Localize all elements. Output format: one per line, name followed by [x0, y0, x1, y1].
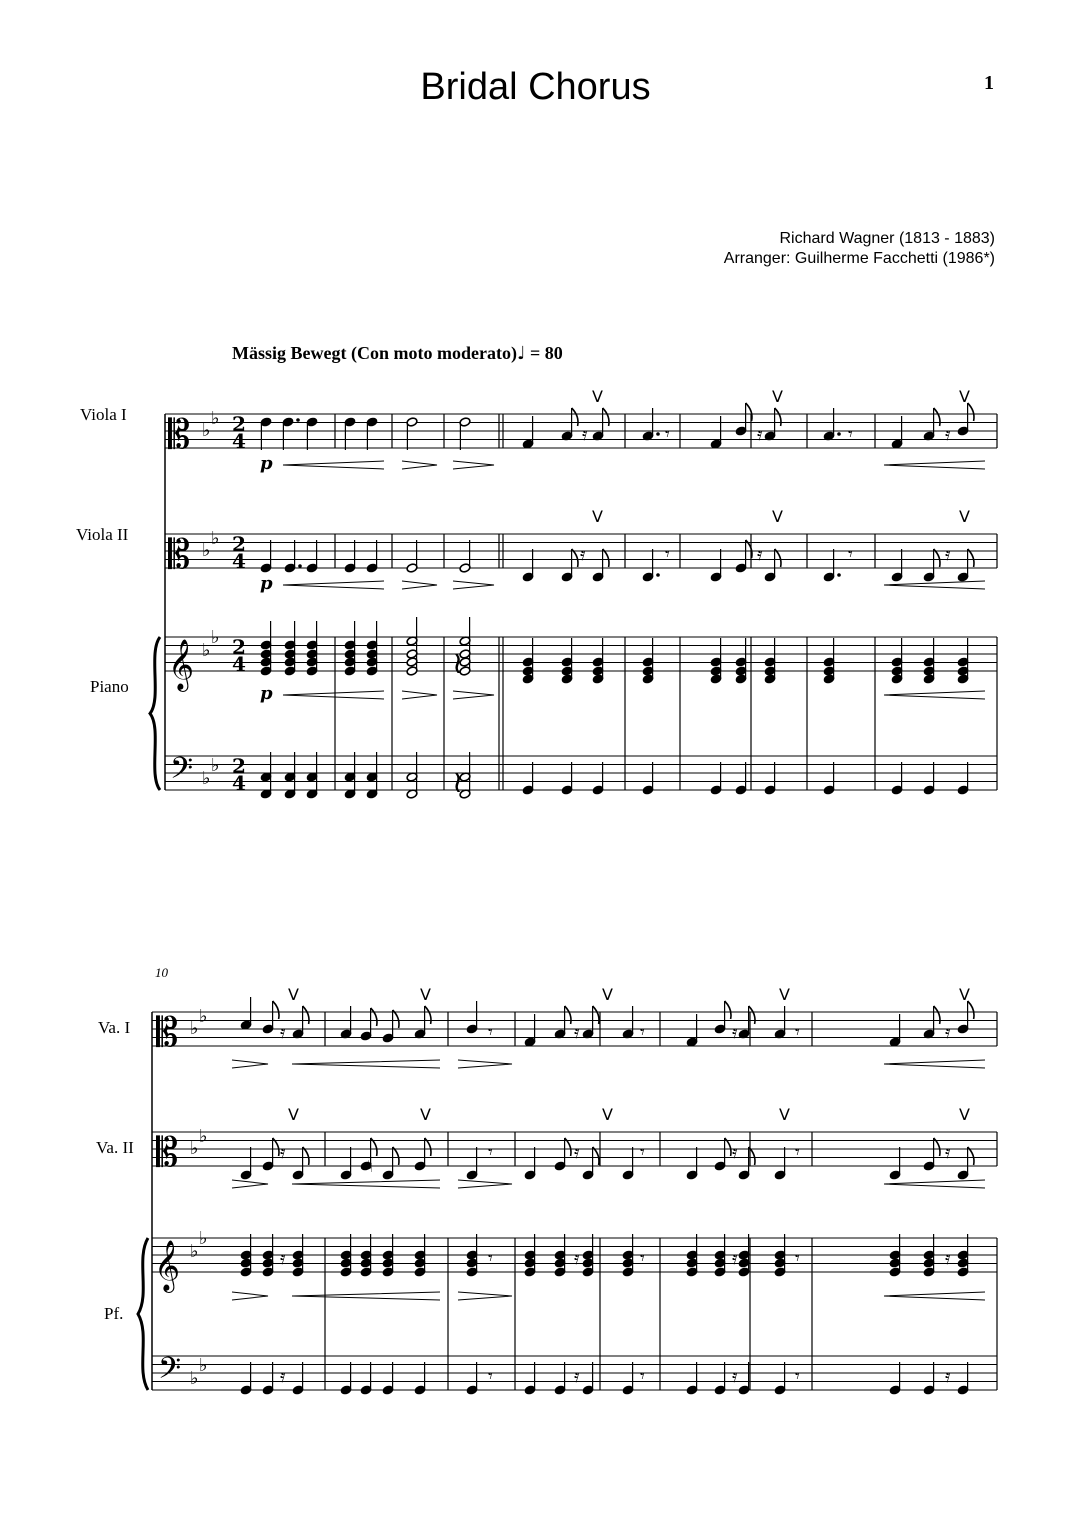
sixteenth-rest: 𝄿 — [732, 1366, 738, 1387]
eighth-rest: 𝄾 — [488, 1248, 493, 1269]
note-flag — [934, 549, 940, 567]
decrescendo-hairpin — [458, 1292, 512, 1300]
decrescendo-hairpin — [458, 1060, 512, 1068]
augmentation-dot — [837, 573, 841, 577]
note-flag — [775, 549, 781, 567]
flat-icon: ♭ — [190, 1241, 199, 1262]
sixteenth-rest: 𝄿 — [580, 544, 586, 565]
treble-clef-icon: 𝄞 — [154, 1240, 181, 1291]
flat-icon: ♭ — [190, 1018, 199, 1039]
crescendo-hairpin — [283, 581, 384, 589]
eighth-rest: 𝄾 — [848, 424, 853, 445]
sixteenth-rest: 𝄿 — [280, 1022, 286, 1043]
up-bow-icon: V — [779, 985, 790, 1004]
eighth-rest: 𝄾 — [488, 1022, 493, 1043]
note-flag — [968, 549, 974, 567]
augmentation-dot — [656, 573, 660, 577]
flat-icon: ♭ — [199, 1355, 208, 1376]
instrument-label-piano-short: Pf. — [104, 1304, 124, 1323]
note-flag — [593, 1006, 599, 1024]
eighth-rest: 𝄾 — [795, 1142, 800, 1163]
decrescendo-hairpin — [402, 691, 437, 699]
sixteenth-rest: 𝄿 — [582, 424, 588, 445]
note-flag — [572, 408, 578, 426]
note-flag — [393, 1010, 399, 1028]
flat-icon: ♭ — [199, 1126, 208, 1147]
up-bow-icon: V — [772, 507, 783, 526]
note-flag — [593, 1147, 599, 1165]
sixteenth-rest: 𝄿 — [574, 1142, 580, 1163]
flat-icon: ♭ — [202, 540, 211, 561]
instrument-label-viola1-short: Va. I — [98, 1018, 131, 1037]
up-bow-icon: V — [959, 985, 970, 1004]
dynamic-marking: p — [260, 453, 273, 474]
augmentation-dot — [837, 432, 841, 436]
decrescendo-hairpin — [453, 461, 494, 469]
note-flag — [393, 1147, 399, 1165]
note-flag — [303, 1147, 309, 1165]
sixteenth-rest: 𝄿 — [280, 1248, 286, 1269]
sixteenth-rest: 𝄿 — [757, 544, 763, 565]
time-signature-lower: 4 — [232, 429, 246, 453]
flat-icon: ♭ — [190, 1368, 199, 1389]
flat-icon: ♭ — [190, 1138, 199, 1159]
decrescendo-hairpin — [232, 1180, 268, 1188]
note-flag — [934, 1006, 940, 1024]
note-flag — [603, 408, 609, 426]
augmentation-dot — [298, 564, 302, 568]
flat-icon: ♭ — [211, 528, 220, 549]
sixteenth-rest: 𝄿 — [945, 1248, 951, 1269]
composer-credit: Richard Wagner (1813 - 1883) — [779, 230, 995, 247]
sixteenth-rest: 𝄿 — [574, 1248, 580, 1269]
sixteenth-rest: 𝄿 — [945, 544, 951, 565]
treble-clef-icon: 𝄞 — [168, 639, 195, 690]
arpeggio-mark: ≀ — [452, 765, 464, 800]
crescendo-hairpin — [283, 461, 384, 469]
decrescendo-hairpin — [232, 1292, 268, 1300]
flat-icon: ♭ — [202, 768, 211, 789]
up-bow-icon: V — [420, 985, 431, 1004]
up-bow-icon: V — [959, 507, 970, 526]
crescendo-hairpin — [884, 1180, 985, 1188]
eighth-rest: 𝄾 — [795, 1022, 800, 1043]
up-bow-icon: V — [288, 1105, 299, 1124]
note-flag — [725, 1001, 731, 1019]
up-bow-icon: V — [772, 387, 783, 406]
flat-icon: ♭ — [199, 1228, 208, 1249]
decrescendo-hairpin — [453, 691, 494, 699]
alto-clef-icon: 𝄡 — [156, 1010, 179, 1056]
piano-brace — [150, 637, 160, 790]
tempo-text: Mässig Bewegt (Con moto moderato) — [232, 343, 517, 363]
up-bow-icon: V — [959, 387, 970, 406]
bass-clef-icon: 𝄢 — [170, 752, 194, 793]
flat-icon: ♭ — [211, 755, 220, 776]
note-flag — [603, 549, 609, 567]
sixteenth-rest: 𝄿 — [732, 1022, 738, 1043]
crescendo-hairpin — [292, 1060, 440, 1068]
quarter-note-icon: ♩ — [516, 343, 526, 364]
eighth-rest: 𝄾 — [665, 544, 670, 565]
sixteenth-rest: 𝄿 — [945, 424, 951, 445]
bass-clef-icon: 𝄢 — [158, 1352, 182, 1393]
note-flag — [775, 408, 781, 426]
crescendo-hairpin — [884, 461, 985, 469]
crescendo-hairpin — [884, 1292, 985, 1300]
decrescendo-hairpin — [402, 581, 437, 589]
crescendo-hairpin — [292, 1180, 440, 1188]
up-bow-icon: V — [592, 387, 603, 406]
note-flag — [934, 408, 940, 426]
sixteenth-rest: 𝄿 — [945, 1022, 951, 1043]
decrescendo-hairpin — [232, 1060, 268, 1068]
decrescendo-hairpin — [453, 581, 494, 589]
note-flag — [273, 1001, 279, 1019]
flat-icon: ♭ — [199, 1006, 208, 1027]
instrument-label-viola2-short: Va. II — [96, 1138, 134, 1157]
dynamic-marking: p — [260, 683, 273, 704]
alto-clef-icon: 𝄡 — [168, 532, 191, 578]
note-flag — [425, 1006, 431, 1024]
up-bow-icon: V — [288, 985, 299, 1004]
decrescendo-hairpin — [402, 461, 437, 469]
flat-icon: ♭ — [202, 420, 211, 441]
dynamic-marking: p — [260, 573, 273, 594]
sixteenth-rest: 𝄿 — [757, 424, 763, 445]
sixteenth-rest: 𝄿 — [280, 1142, 286, 1163]
note-flag — [371, 1008, 377, 1026]
up-bow-icon: V — [592, 507, 603, 526]
crescendo-hairpin — [884, 1060, 985, 1068]
eighth-rest: 𝄾 — [848, 544, 853, 565]
time-signature-upper: 2 — [232, 635, 246, 659]
crescendo-hairpin — [292, 1292, 440, 1300]
arranger-credit: Arranger: Guilherme Facchetti (1986*) — [723, 250, 995, 267]
sixteenth-rest: 𝄿 — [574, 1366, 580, 1387]
arpeggio-mark: ≀ — [452, 646, 464, 681]
eighth-rest: 𝄾 — [640, 1022, 645, 1043]
eighth-rest: 𝄾 — [665, 424, 670, 445]
flat-icon: ♭ — [202, 640, 211, 661]
natural-icon: ♮ — [367, 1157, 373, 1176]
up-bow-icon: V — [420, 1105, 431, 1124]
sixteenth-rest: 𝄿 — [945, 1142, 951, 1163]
score-title: Bridal Chorus — [420, 66, 651, 108]
time-signature-upper: 2 — [232, 412, 246, 436]
alto-clef-icon: 𝄡 — [168, 412, 191, 458]
alto-clef-icon: 𝄡 — [156, 1130, 179, 1176]
flat-icon: ♭ — [211, 627, 220, 648]
note-flag — [572, 549, 578, 567]
sixteenth-rest: 𝄿 — [732, 1248, 738, 1269]
eighth-rest: 𝄾 — [795, 1248, 800, 1269]
tempo-bpm: = 80 — [529, 343, 563, 363]
eighth-rest: 𝄾 — [640, 1366, 645, 1387]
instrument-label-piano: Piano — [90, 677, 129, 696]
flat-icon: ♭ — [211, 408, 220, 429]
instrument-label-viola1: Viola I — [80, 405, 127, 424]
eighth-rest: 𝄾 — [488, 1142, 493, 1163]
up-bow-icon: V — [779, 1105, 790, 1124]
crescendo-hairpin — [884, 691, 985, 699]
augmentation-dot — [296, 418, 300, 422]
note-flag — [968, 1147, 974, 1165]
piano-brace-sys2 — [138, 1238, 148, 1390]
up-bow-icon: V — [602, 985, 613, 1004]
sixteenth-rest: 𝄿 — [280, 1366, 286, 1387]
crescendo-hairpin — [884, 581, 985, 589]
note-flag — [565, 1006, 571, 1024]
instrument-label-viola2: Viola II — [76, 525, 129, 544]
sixteenth-rest: 𝄿 — [945, 1366, 951, 1387]
eighth-rest: 𝄾 — [640, 1248, 645, 1269]
page-number: 1 — [984, 72, 994, 94]
augmentation-dot — [656, 432, 660, 436]
eighth-rest: 𝄾 — [640, 1142, 645, 1163]
eighth-rest: 𝄾 — [795, 1366, 800, 1387]
crescendo-hairpin — [283, 691, 384, 699]
time-signature-lower: 4 — [232, 652, 246, 676]
note-flag — [303, 1006, 309, 1024]
measure-number: 10 — [155, 965, 168, 980]
sixteenth-rest: 𝄿 — [732, 1142, 738, 1163]
time-signature-lower: 4 — [232, 549, 246, 573]
up-bow-icon: V — [602, 1105, 613, 1124]
time-signature-upper: 2 — [232, 754, 246, 778]
time-signature-upper: 2 — [232, 532, 246, 556]
up-bow-icon: V — [959, 1105, 970, 1124]
sixteenth-rest: 𝄿 — [574, 1022, 580, 1043]
decrescendo-hairpin — [458, 1180, 512, 1188]
eighth-rest: 𝄾 — [488, 1366, 493, 1387]
time-signature-lower: 4 — [232, 771, 246, 795]
